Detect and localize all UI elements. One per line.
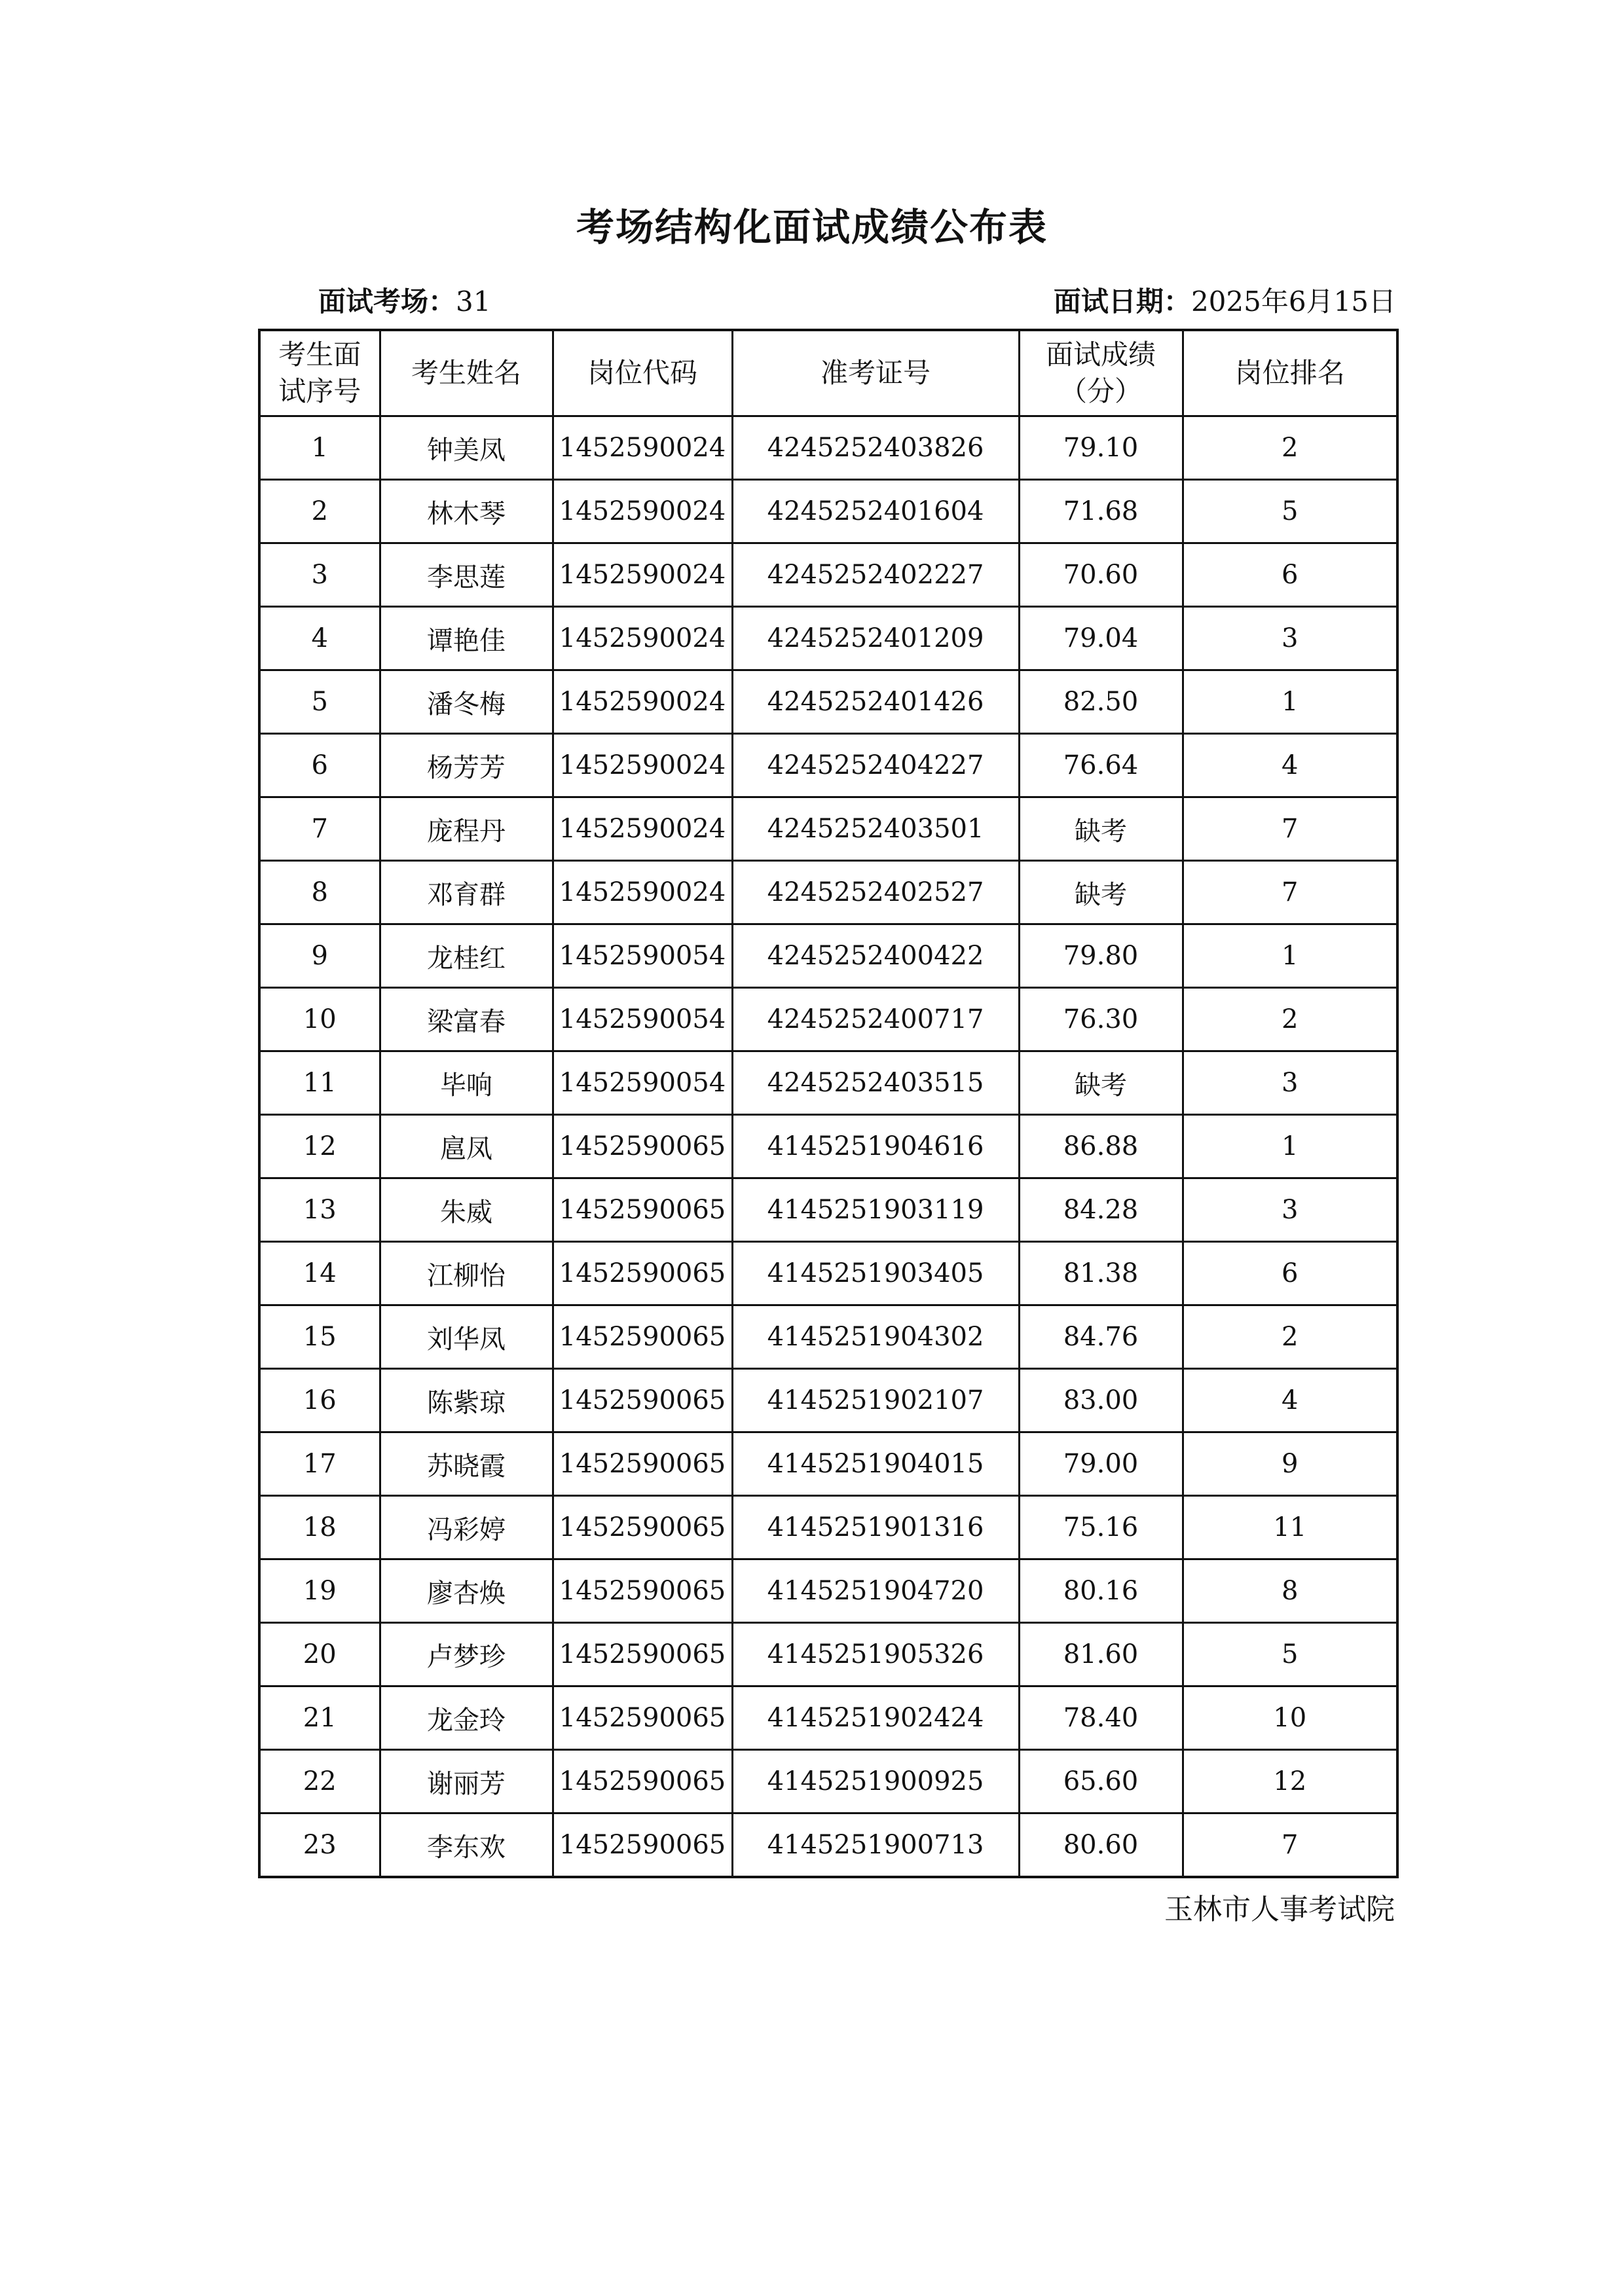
cell-score: 79.04 bbox=[1019, 607, 1183, 670]
exam-room-info bbox=[318, 280, 490, 319]
cell-admission-number: 4245252401604 bbox=[732, 480, 1019, 543]
cell-seq: 3 bbox=[259, 543, 380, 607]
table-row bbox=[259, 1750, 1397, 1813]
cell-name: 杨芳芳 bbox=[380, 734, 553, 797]
cell-rank: 1 bbox=[1183, 924, 1397, 988]
cell-name: 廖杏焕 bbox=[380, 1559, 553, 1623]
cell-score: 76.64 bbox=[1019, 734, 1183, 797]
cell-rank: 10 bbox=[1183, 1686, 1397, 1750]
cell-name: 毕响 bbox=[380, 1051, 553, 1115]
cell-seq: 12 bbox=[259, 1115, 380, 1178]
cell-rank: 7 bbox=[1183, 861, 1397, 924]
cell-admission-number: 4145251904720 bbox=[732, 1559, 1019, 1623]
score-table bbox=[258, 329, 1399, 1878]
cell-admission-number: 4245252403515 bbox=[732, 1051, 1019, 1115]
cell-name: 谭艳佳 bbox=[380, 607, 553, 670]
cell-seq: 4 bbox=[259, 607, 380, 670]
cell-score: 81.60 bbox=[1019, 1623, 1183, 1686]
header-name: 考生姓名 bbox=[380, 330, 553, 416]
header-seq-line2: 试序号 bbox=[278, 375, 361, 407]
cell-rank: 3 bbox=[1183, 607, 1397, 670]
table-row bbox=[259, 1813, 1397, 1878]
cell-seq: 2 bbox=[259, 480, 380, 543]
cell-rank: 6 bbox=[1183, 543, 1397, 607]
cell-name: 刘华凤 bbox=[380, 1305, 553, 1369]
cell-score: 71.68 bbox=[1019, 480, 1183, 543]
cell-score: 79.10 bbox=[1019, 416, 1183, 480]
cell-admission-number: 4145251900925 bbox=[732, 1750, 1019, 1813]
table-row bbox=[259, 670, 1397, 734]
cell-name: 龙桂红 bbox=[380, 924, 553, 988]
cell-rank: 11 bbox=[1183, 1496, 1397, 1559]
exam-date-label: 面试日期： bbox=[1053, 285, 1191, 318]
cell-seq: 6 bbox=[259, 734, 380, 797]
cell-position-code: 1452590065 bbox=[553, 1813, 732, 1878]
cell-seq: 22 bbox=[259, 1750, 380, 1813]
cell-score: 缺考 bbox=[1019, 861, 1183, 924]
cell-admission-number: 4145251903405 bbox=[732, 1242, 1019, 1305]
table-row bbox=[259, 988, 1397, 1051]
cell-position-code: 1452590024 bbox=[553, 607, 732, 670]
cell-position-code: 1452590024 bbox=[553, 543, 732, 607]
issuing-organization: 玉林市人事考试院 bbox=[1164, 1893, 1395, 1926]
cell-rank: 7 bbox=[1183, 1813, 1397, 1878]
cell-admission-number: 4245252403501 bbox=[732, 797, 1019, 861]
cell-admission-number: 4145251902107 bbox=[732, 1369, 1019, 1432]
header-position-code: 岗位代码 bbox=[553, 330, 732, 416]
cell-position-code: 1452590054 bbox=[553, 1051, 732, 1115]
table-row bbox=[259, 1305, 1397, 1369]
cell-rank: 12 bbox=[1183, 1750, 1397, 1813]
cell-name: 潘冬梅 bbox=[380, 670, 553, 734]
cell-seq: 16 bbox=[259, 1369, 380, 1432]
table-row bbox=[259, 1051, 1397, 1115]
table-row bbox=[259, 480, 1397, 543]
cell-rank: 5 bbox=[1183, 1623, 1397, 1686]
cell-rank: 5 bbox=[1183, 480, 1397, 543]
table-row bbox=[259, 607, 1397, 670]
cell-position-code: 1452590024 bbox=[553, 797, 732, 861]
header-rank: 岗位排名 bbox=[1183, 330, 1397, 416]
cell-score: 81.38 bbox=[1019, 1242, 1183, 1305]
header-admission-number: 准考证号 bbox=[732, 330, 1019, 416]
table-row bbox=[259, 1242, 1397, 1305]
cell-rank: 8 bbox=[1183, 1559, 1397, 1623]
cell-admission-number: 4145251900713 bbox=[732, 1813, 1019, 1878]
cell-score: 82.50 bbox=[1019, 670, 1183, 734]
cell-admission-number: 4145251902424 bbox=[732, 1686, 1019, 1750]
cell-seq: 19 bbox=[259, 1559, 380, 1623]
table-row bbox=[259, 861, 1397, 924]
cell-admission-number: 4245252400422 bbox=[732, 924, 1019, 988]
cell-seq: 20 bbox=[259, 1623, 380, 1686]
cell-position-code: 1452590065 bbox=[553, 1369, 732, 1432]
cell-position-code: 1452590065 bbox=[553, 1242, 732, 1305]
cell-name: 李东欢 bbox=[380, 1813, 553, 1878]
cell-rank: 4 bbox=[1183, 1369, 1397, 1432]
cell-score: 70.60 bbox=[1019, 543, 1183, 607]
cell-admission-number: 4245252402227 bbox=[732, 543, 1019, 607]
header-seq-line1: 考生面 bbox=[278, 338, 361, 371]
table-row bbox=[259, 1623, 1397, 1686]
cell-position-code: 1452590065 bbox=[553, 1496, 732, 1559]
cell-admission-number: 4145251904616 bbox=[732, 1115, 1019, 1178]
cell-seq: 11 bbox=[259, 1051, 380, 1115]
cell-score: 76.30 bbox=[1019, 988, 1183, 1051]
cell-name: 邓育群 bbox=[380, 861, 553, 924]
cell-admission-number: 4145251904302 bbox=[732, 1305, 1019, 1369]
cell-name: 朱威 bbox=[380, 1178, 553, 1242]
cell-score: 缺考 bbox=[1019, 797, 1183, 861]
table-row bbox=[259, 1496, 1397, 1559]
table-row bbox=[259, 734, 1397, 797]
table-row bbox=[259, 1369, 1397, 1432]
cell-position-code: 1452590024 bbox=[553, 416, 732, 480]
cell-score: 79.80 bbox=[1019, 924, 1183, 988]
cell-position-code: 1452590065 bbox=[553, 1115, 732, 1178]
cell-position-code: 1452590024 bbox=[553, 670, 732, 734]
cell-admission-number: 4245252404227 bbox=[732, 734, 1019, 797]
cell-rank: 1 bbox=[1183, 1115, 1397, 1178]
table-row bbox=[259, 543, 1397, 607]
cell-admission-number: 4245252400717 bbox=[732, 988, 1019, 1051]
cell-name: 李思莲 bbox=[380, 543, 553, 607]
cell-position-code: 1452590065 bbox=[553, 1559, 732, 1623]
cell-rank: 6 bbox=[1183, 1242, 1397, 1305]
cell-admission-number: 4145251901316 bbox=[732, 1496, 1019, 1559]
cell-admission-number: 4245252401209 bbox=[732, 607, 1019, 670]
header-score bbox=[1019, 330, 1183, 416]
cell-position-code: 1452590024 bbox=[553, 480, 732, 543]
cell-rank: 1 bbox=[1183, 670, 1397, 734]
table-row bbox=[259, 924, 1397, 988]
exam-room-label: 面试考场： bbox=[318, 285, 456, 318]
cell-admission-number: 4245252403826 bbox=[732, 416, 1019, 480]
cell-position-code: 1452590065 bbox=[553, 1750, 732, 1813]
cell-rank: 3 bbox=[1183, 1051, 1397, 1115]
exam-date-info bbox=[1054, 280, 1396, 319]
table-row bbox=[259, 1178, 1397, 1242]
cell-seq: 18 bbox=[259, 1496, 380, 1559]
cell-admission-number: 4145251905326 bbox=[732, 1623, 1019, 1686]
cell-score: 80.16 bbox=[1019, 1559, 1183, 1623]
cell-position-code: 1452590065 bbox=[553, 1686, 732, 1750]
cell-seq: 15 bbox=[259, 1305, 380, 1369]
header-score-line1: 面试成绩 bbox=[1045, 338, 1156, 371]
cell-seq: 21 bbox=[259, 1686, 380, 1750]
cell-name: 龙金玲 bbox=[380, 1686, 553, 1750]
cell-seq: 8 bbox=[259, 861, 380, 924]
cell-rank: 4 bbox=[1183, 734, 1397, 797]
cell-name: 陈紫琼 bbox=[380, 1369, 553, 1432]
cell-position-code: 1452590065 bbox=[553, 1178, 732, 1242]
cell-score: 84.76 bbox=[1019, 1305, 1183, 1369]
cell-name: 庞程丹 bbox=[380, 797, 553, 861]
cell-rank: 7 bbox=[1183, 797, 1397, 861]
cell-name: 林木琴 bbox=[380, 480, 553, 543]
table-row bbox=[259, 1686, 1397, 1750]
cell-admission-number: 4245252402527 bbox=[732, 861, 1019, 924]
cell-position-code: 1452590054 bbox=[553, 988, 732, 1051]
cell-name: 苏晓霞 bbox=[380, 1432, 553, 1496]
cell-score: 83.00 bbox=[1019, 1369, 1183, 1432]
cell-position-code: 1452590054 bbox=[553, 924, 732, 988]
cell-seq: 13 bbox=[259, 1178, 380, 1242]
score-table-body bbox=[259, 416, 1397, 1878]
cell-seq: 5 bbox=[259, 670, 380, 734]
table-row bbox=[259, 1115, 1397, 1178]
exam-date-value: 2025年6月15日 bbox=[1190, 285, 1396, 318]
cell-seq: 10 bbox=[259, 988, 380, 1051]
cell-position-code: 1452590065 bbox=[553, 1305, 732, 1369]
cell-admission-number: 4145251903119 bbox=[732, 1178, 1019, 1242]
exam-room-value: 31 bbox=[456, 285, 491, 318]
header-seq bbox=[259, 330, 380, 416]
cell-admission-number: 4245252401426 bbox=[732, 670, 1019, 734]
cell-rank: 3 bbox=[1183, 1178, 1397, 1242]
cell-seq: 23 bbox=[259, 1813, 380, 1878]
cell-score: 84.28 bbox=[1019, 1178, 1183, 1242]
cell-admission-number: 4145251904015 bbox=[732, 1432, 1019, 1496]
cell-score: 75.16 bbox=[1019, 1496, 1183, 1559]
cell-rank: 2 bbox=[1183, 416, 1397, 480]
cell-position-code: 1452590024 bbox=[553, 861, 732, 924]
cell-seq: 1 bbox=[259, 416, 380, 480]
cell-position-code: 1452590065 bbox=[553, 1432, 732, 1496]
cell-position-code: 1452590065 bbox=[553, 1623, 732, 1686]
cell-name: 谢丽芳 bbox=[380, 1750, 553, 1813]
cell-score: 79.00 bbox=[1019, 1432, 1183, 1496]
cell-name: 钟美凤 bbox=[380, 416, 553, 480]
table-row bbox=[259, 1432, 1397, 1496]
cell-name: 梁富春 bbox=[380, 988, 553, 1051]
cell-rank: 2 bbox=[1183, 988, 1397, 1051]
cell-rank: 2 bbox=[1183, 1305, 1397, 1369]
cell-name: 扈凤 bbox=[380, 1115, 553, 1178]
cell-seq: 14 bbox=[259, 1242, 380, 1305]
header-score-line2: （分） bbox=[1059, 375, 1142, 407]
cell-score: 86.88 bbox=[1019, 1115, 1183, 1178]
cell-name: 卢梦珍 bbox=[380, 1623, 553, 1686]
page-title: 考场结构化面试成绩公布表 bbox=[576, 205, 1048, 249]
table-row bbox=[259, 1559, 1397, 1623]
cell-score: 80.60 bbox=[1019, 1813, 1183, 1878]
cell-score: 65.60 bbox=[1019, 1750, 1183, 1813]
cell-seq: 9 bbox=[259, 924, 380, 988]
cell-position-code: 1452590024 bbox=[553, 734, 732, 797]
cell-name: 冯彩婷 bbox=[380, 1496, 553, 1559]
cell-seq: 17 bbox=[259, 1432, 380, 1496]
cell-seq: 7 bbox=[259, 797, 380, 861]
table-row bbox=[259, 416, 1397, 480]
cell-name: 江柳怡 bbox=[380, 1242, 553, 1305]
table-row bbox=[259, 797, 1397, 861]
cell-rank: 9 bbox=[1183, 1432, 1397, 1496]
cell-score: 78.40 bbox=[1019, 1686, 1183, 1750]
cell-score: 缺考 bbox=[1019, 1051, 1183, 1115]
table-header-row bbox=[259, 330, 1397, 416]
